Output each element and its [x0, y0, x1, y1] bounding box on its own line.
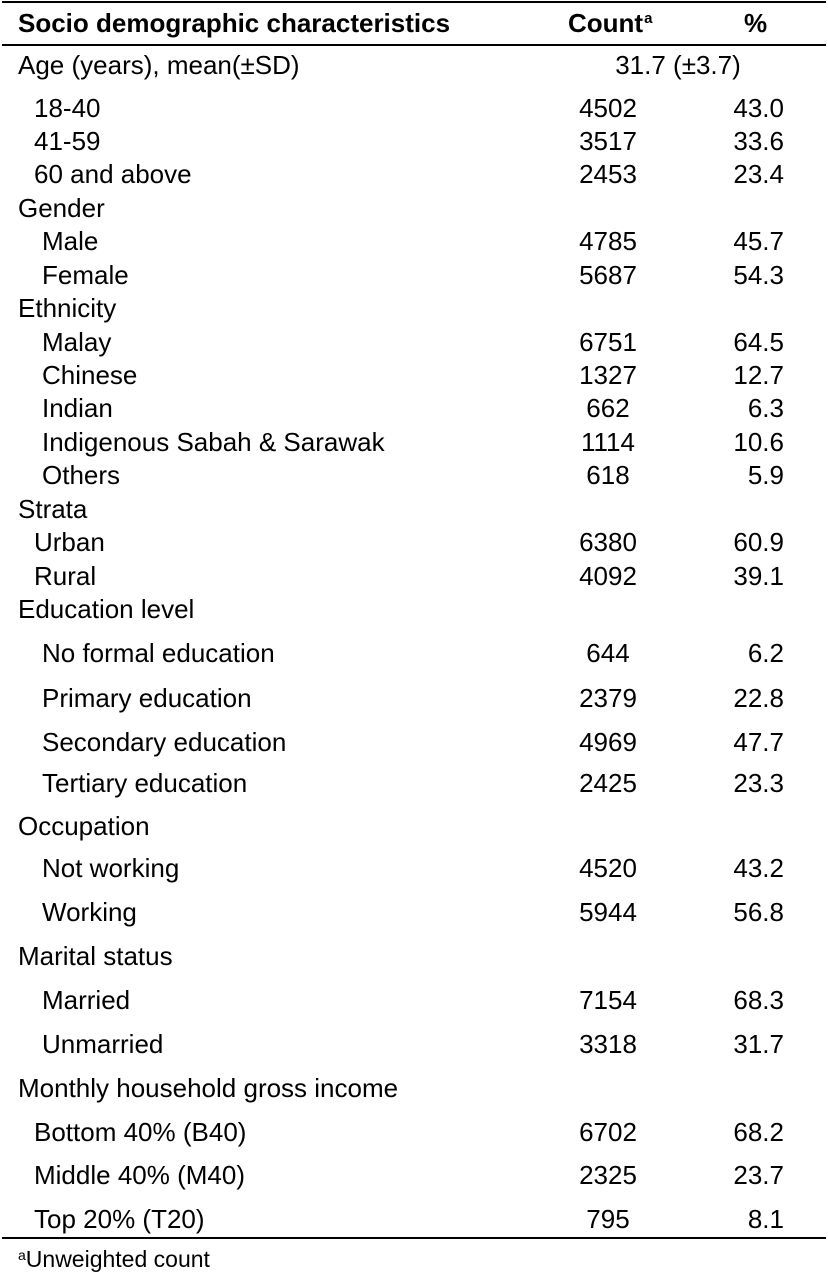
row-percent: 6.2	[747, 638, 784, 668]
row-label: No formal education	[42, 638, 275, 668]
footnote-mark: a	[18, 1247, 26, 1263]
table-bottom-rule	[2, 1237, 826, 1239]
row-label: Indigenous Sabah & Sarawak	[42, 427, 385, 457]
row-count: 4092	[579, 561, 637, 591]
row-label: Middle 40% (M40)	[34, 1160, 245, 1190]
row-percent: 23.7	[733, 1160, 784, 1190]
row-percent: 31.7	[733, 1029, 784, 1059]
row-percent: 33.6	[733, 126, 784, 156]
row-percent: 56.8	[733, 897, 784, 927]
row-count: 3318	[579, 1029, 637, 1059]
row-percent: 45.7	[733, 226, 784, 256]
row-count: 6380	[579, 527, 637, 557]
row-count: 3517	[579, 126, 637, 156]
row-percent: 6.3	[747, 393, 784, 423]
row-count: 4969	[579, 727, 637, 757]
row-label: Others	[42, 460, 121, 490]
header-count	[568, 8, 652, 39]
row-label: Not working	[42, 853, 180, 883]
row-count: 5687	[579, 260, 637, 290]
row-label: Ethnicity	[18, 293, 117, 323]
row-count: 4520	[579, 853, 637, 883]
row-label: Married	[42, 985, 131, 1015]
table-footnote	[18, 1246, 210, 1273]
row-label: Marital status	[18, 941, 173, 971]
footnote-text: Unweighted count	[25, 1246, 210, 1272]
row-label: Primary education	[42, 683, 252, 713]
row-percent: 64.5	[733, 327, 784, 357]
row-label: Chinese	[42, 360, 138, 390]
row-percent: 43.0	[733, 93, 784, 123]
row-label: Urban	[34, 527, 105, 557]
header-percent: %	[744, 8, 768, 38]
row-percent: 12.7	[733, 360, 784, 390]
row-percent: 60.9	[733, 527, 784, 557]
row-count: 2379	[579, 683, 637, 713]
row-count: 5944	[579, 897, 637, 927]
row-label: Age (years), mean(±SD)	[18, 50, 300, 80]
row-count: 2325	[579, 1160, 637, 1190]
row-count: 644	[586, 638, 630, 668]
row-label: Secondary education	[42, 727, 287, 757]
row-count: 1327	[579, 360, 637, 390]
table-header	[0, 2, 828, 44]
row-percent: 39.1	[733, 561, 784, 591]
row-count: 7154	[579, 985, 637, 1015]
row-count: 6751	[579, 327, 637, 357]
row-label: Working	[42, 897, 137, 927]
row-percent: 23.4	[733, 159, 784, 189]
row-count: 618	[586, 460, 630, 490]
row-count: 795	[586, 1204, 630, 1234]
row-percent: 8.1	[747, 1204, 784, 1234]
row-mean-sd: 31.7 (±3.7)	[615, 50, 741, 80]
row-percent: 68.3	[733, 985, 784, 1015]
row-percent: 5.9	[747, 460, 784, 490]
row-label: 60 and above	[34, 159, 192, 189]
row-count: 4785	[579, 226, 637, 256]
row-count: 2453	[579, 159, 637, 189]
header-characteristics: Socio demographic characteristics	[18, 8, 451, 38]
row-percent: 43.2	[733, 853, 784, 883]
row-percent: 22.8	[733, 683, 784, 713]
row-label: Female	[42, 260, 129, 290]
row-label: Education level	[18, 594, 195, 624]
row-label: Male	[42, 226, 99, 256]
row-percent: 23.3	[733, 768, 784, 798]
header-count-footnote-mark: a	[644, 10, 653, 27]
row-label: Indian	[42, 393, 113, 423]
row-count: 6702	[579, 1117, 637, 1147]
row-label: Strata	[18, 494, 88, 524]
header-bottom-rule	[2, 44, 826, 46]
header-count-label: Count	[568, 8, 644, 38]
row-label: Gender	[18, 193, 105, 223]
row-label: 41-59	[34, 126, 101, 156]
row-label: 18-40	[34, 93, 101, 123]
row-percent: 47.7	[733, 727, 784, 757]
row-label: Malay	[42, 327, 112, 357]
row-label: Bottom 40% (B40)	[34, 1117, 247, 1147]
row-label: Monthly household gross income	[18, 1073, 399, 1103]
row-label: Occupation	[18, 811, 150, 841]
row-label: Top 20% (T20)	[34, 1204, 205, 1234]
row-count: 662	[586, 393, 630, 423]
row-label: Tertiary education	[42, 768, 248, 798]
row-count: 2425	[579, 768, 637, 798]
row-label: Unmarried	[42, 1029, 164, 1059]
row-percent: 10.6	[733, 427, 784, 457]
row-count: 1114	[581, 427, 635, 457]
row-percent: 54.3	[733, 260, 784, 290]
row-percent: 68.2	[733, 1117, 784, 1147]
row-count: 4502	[579, 93, 637, 123]
row-label: Rural	[34, 561, 97, 591]
